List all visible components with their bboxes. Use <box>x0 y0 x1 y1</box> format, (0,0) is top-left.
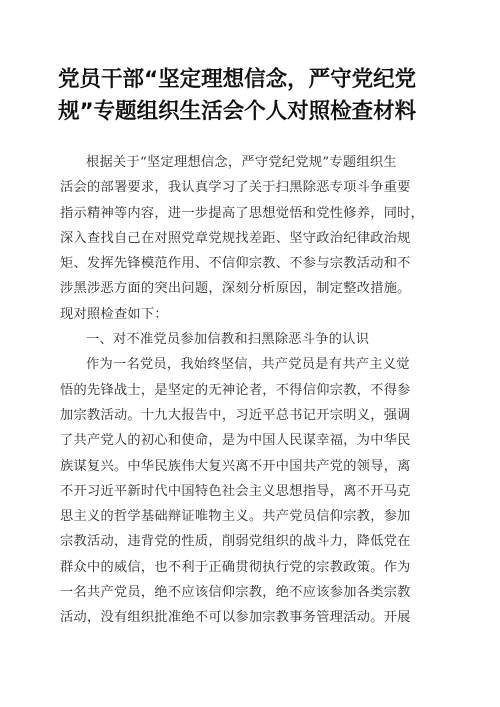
paragraph-line: 矩、发挥先锋模范作用、不信仰宗教、不参与宗教活动和不 <box>60 256 411 272</box>
document-body <box>60 150 440 631</box>
paragraph-line: 指示精神等内容，进一步提高了思想觉悟和党性修养，同时， <box>60 205 425 221</box>
paragraph-line: 深入查找自己在对照党章党规找差距、坚守政治纪律政治规 <box>60 230 411 246</box>
section-heading: 一、对不准党员参加信教和扫黑除恶斗争的认识 <box>86 332 370 348</box>
paragraph-line: 不开习近平新时代中国特色社会主义思想指导，离不开马克 <box>60 483 411 499</box>
paragraph-line: 作为一名党员，我始终坚信，共产党员是有共产主义觉 <box>86 357 410 373</box>
paragraph-line: 族谋复兴。中华民族伟大复兴离不开中国共产党的领导，离 <box>60 458 411 474</box>
paragraph-line: 群众中的威信，也不利于正确贯彻执行党的宗教政策。作为 <box>60 559 411 575</box>
paragraph-line: 一名共产党员，绝不应该信仰宗教，绝不应该参加各类宗教 <box>60 585 411 601</box>
paragraph-line: 加宗教活动。十九大报告中，习近平总书记开宗明义，强调 <box>60 407 411 423</box>
paragraph-line: 了共产党人的初心和使命，是为中国人民谋幸福，为中华民 <box>60 433 411 449</box>
paragraph-line: 思主义的哲学基础辩证唯物主义。共产党员信仰宗教，参加 <box>60 509 411 525</box>
paragraph-line: 根据关于“坚定理想信念，严守党纪党规”专题组织生 <box>86 155 397 170</box>
paragraph-line: 悟的先锋战士，是坚定的无神论者，不得信仰宗教，不得参 <box>60 382 411 398</box>
title-line: 规”专题组织生活会个人对照检查材料 <box>58 99 417 124</box>
paragraph-line: 宗教活动，违背党的性质，削弱党组织的战斗力，降低党在 <box>60 534 411 550</box>
paragraph-line: 现对照检查如下： <box>60 306 168 322</box>
paragraph-line: 涉黑涉恶方面的突出问题，深刻分析原因，制定整改措施。 <box>60 281 411 297</box>
title-line: 党员干部“坚定理想信念，严守党纪党 <box>58 67 417 92</box>
paragraph-line: 活会的部署要求，我认真学习了关于扫黑除恶专项斗争重要 <box>60 180 411 196</box>
document-title <box>58 64 442 128</box>
paragraph-line: 活动，没有组织批准绝不可以参加宗教事务管理活动。开展 <box>60 610 411 626</box>
